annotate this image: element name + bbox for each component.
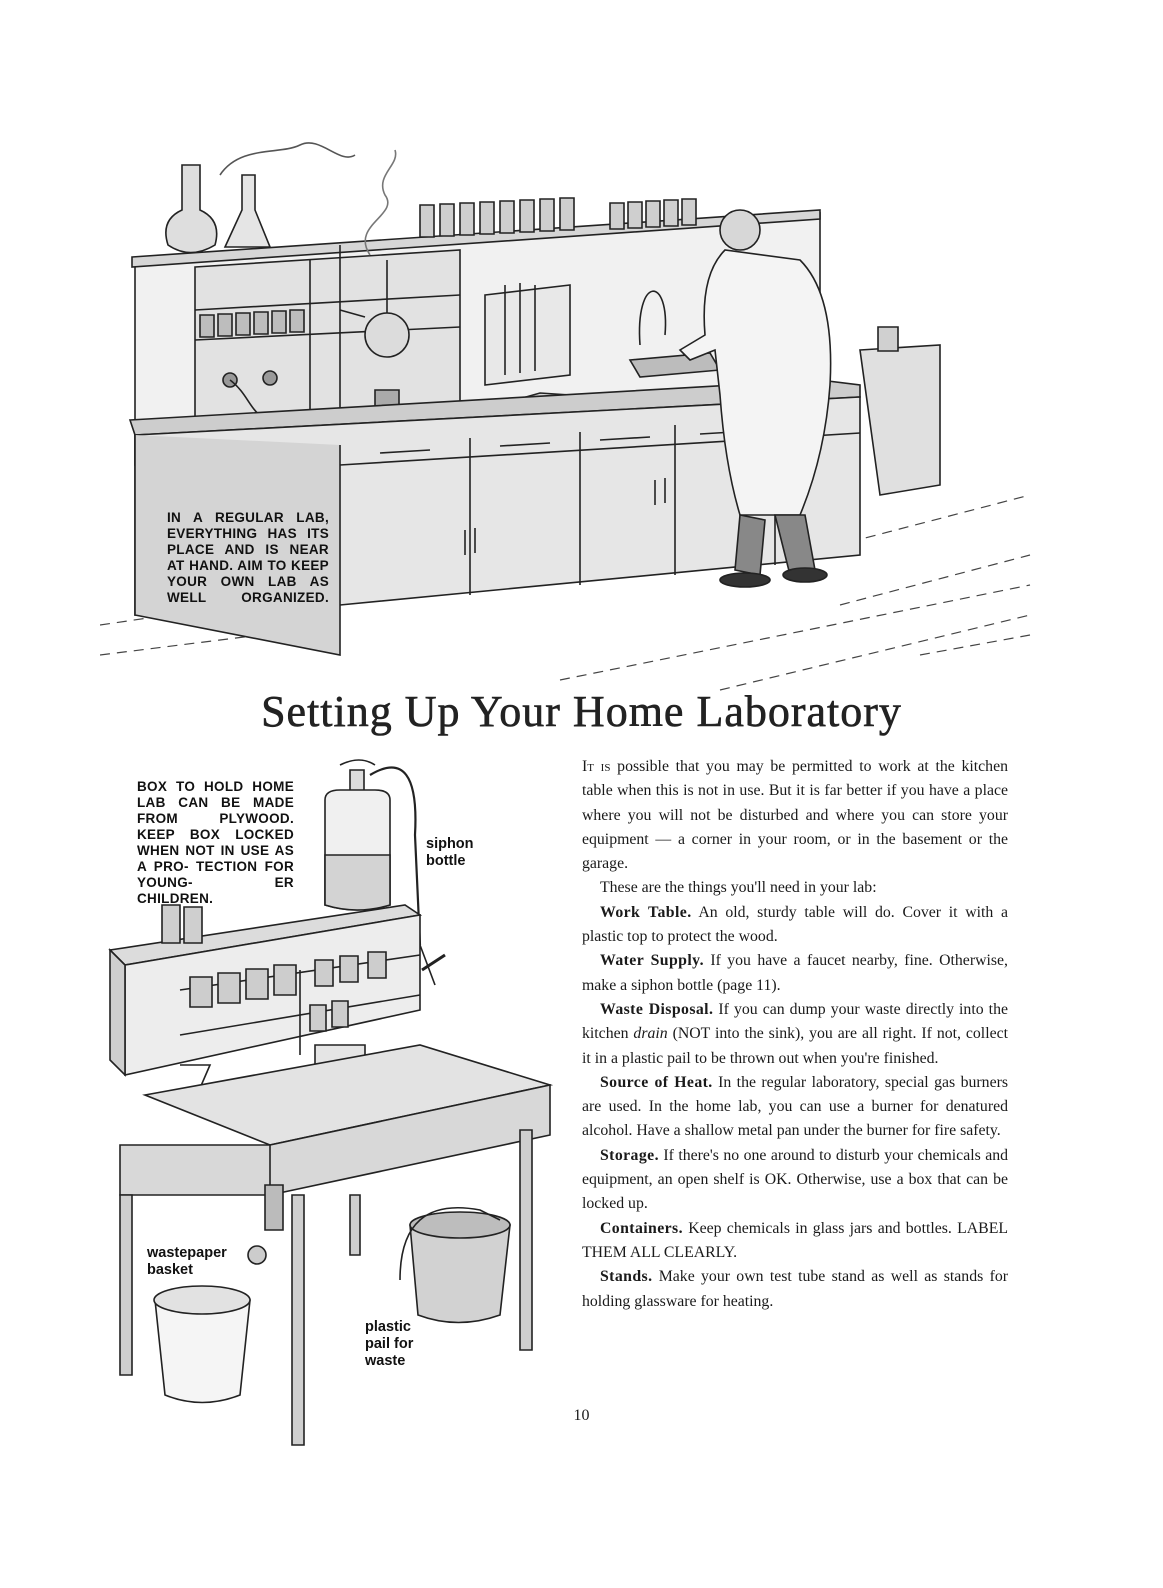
box-caption: BOX TO HOLD HOME LAB CAN BE MADE FROM PLYWOOD. KEEP BOX LOCKED WHEN NOT IN USE AS A PRO- TECTION FOR YOUNG- ER CHILDREN.	[137, 779, 294, 906]
intro-lead: It is	[582, 758, 611, 775]
item-heading: Water Supply.	[600, 952, 704, 970]
wastepaper-label-line-1: wastepaper	[147, 1245, 227, 1261]
item-text: If you have a faucet nearby, fine. Otherwise, make a siphon bottle (page 11).	[582, 952, 1008, 994]
item-text: In the regular laboratory, special gas burners are used. In the home lab, you can use a burner for denatured alcohol. Have a shallow metal pan under the burner for fire safety.	[582, 1073, 1008, 1140]
item-waste-disposal	[582, 998, 1008, 1071]
wastepaper-label-line-2: basket	[147, 1262, 193, 1278]
intro-text: possible that you may be permitted to work at the kitchen table when this is not in use. But it is far better if you have a place where you will not be disturbed and where you can store your equipment — a corner in your room, or in the basement or the garage.	[582, 758, 1008, 873]
siphon-label-line-1: siphon	[426, 836, 474, 852]
item-stands	[582, 1265, 1008, 1314]
item-text: If you can dump your waste directly into the kitchen	[582, 1000, 1008, 1043]
item-text: Make your own test tube stand as well as stands for holding glassware for heating.	[582, 1268, 1008, 1310]
siphon-bottle-label	[426, 836, 474, 870]
item-heading: Storage.	[600, 1146, 659, 1164]
item-heading: Work Table.	[600, 903, 692, 921]
item-text: An old, sturdy table will do. Cover it with a plastic top to protect the wood.	[582, 903, 1008, 946]
wastepaper-basket-label	[147, 1245, 227, 1279]
item-work-table	[582, 901, 1008, 950]
page-number: 10	[573, 1407, 590, 1424]
plastic-pail-label	[365, 1319, 413, 1370]
item-containers	[582, 1217, 1008, 1266]
page-title: Setting Up Your Home Laboratory	[261, 687, 902, 736]
pail-label-line-3: waste	[365, 1353, 406, 1369]
item-text: If there's no one around to disturb your chemicals and equipment, an open shelf is OK. Otherwise, use a box that can be locked up.	[582, 1146, 1008, 1213]
siphon-label-line-2: bottle	[426, 853, 466, 869]
pail-label-line-2: pail for	[365, 1336, 414, 1352]
item-heading: Source of Heat.	[600, 1073, 713, 1091]
item-emphasis: drain	[633, 1025, 668, 1043]
item-storage	[582, 1144, 1008, 1217]
pail-label-line-1: plastic	[365, 1319, 411, 1335]
item-text: Keep chemicals in glass jars and bottles. LABEL THEM ALL CLEARLY.	[582, 1219, 1008, 1261]
intro-paragraph	[582, 755, 1008, 876]
lab-bench-illustration	[100, 135, 1060, 695]
item-source-of-heat	[582, 1071, 1008, 1144]
lab-caption: IN A REGULAR LAB, EVERYTHING HAS ITS PLACE AND IS NEAR AT HAND. AIM TO KEEP YOUR OWN LAB AS WELL ORGANIZED.	[167, 510, 329, 605]
item-text: (NOT into the sink), you are all right. If not, collect it in a plastic pail to be thrown out when you're finished.	[582, 1025, 1008, 1067]
item-water-supply	[582, 949, 1008, 998]
item-heading: Waste Disposal.	[600, 1000, 714, 1018]
body-text	[582, 755, 1008, 1314]
things-needed-line: These are the things you'll need in your lab:	[600, 879, 877, 897]
item-heading: Stands.	[600, 1268, 653, 1286]
item-heading: Containers.	[600, 1219, 683, 1237]
